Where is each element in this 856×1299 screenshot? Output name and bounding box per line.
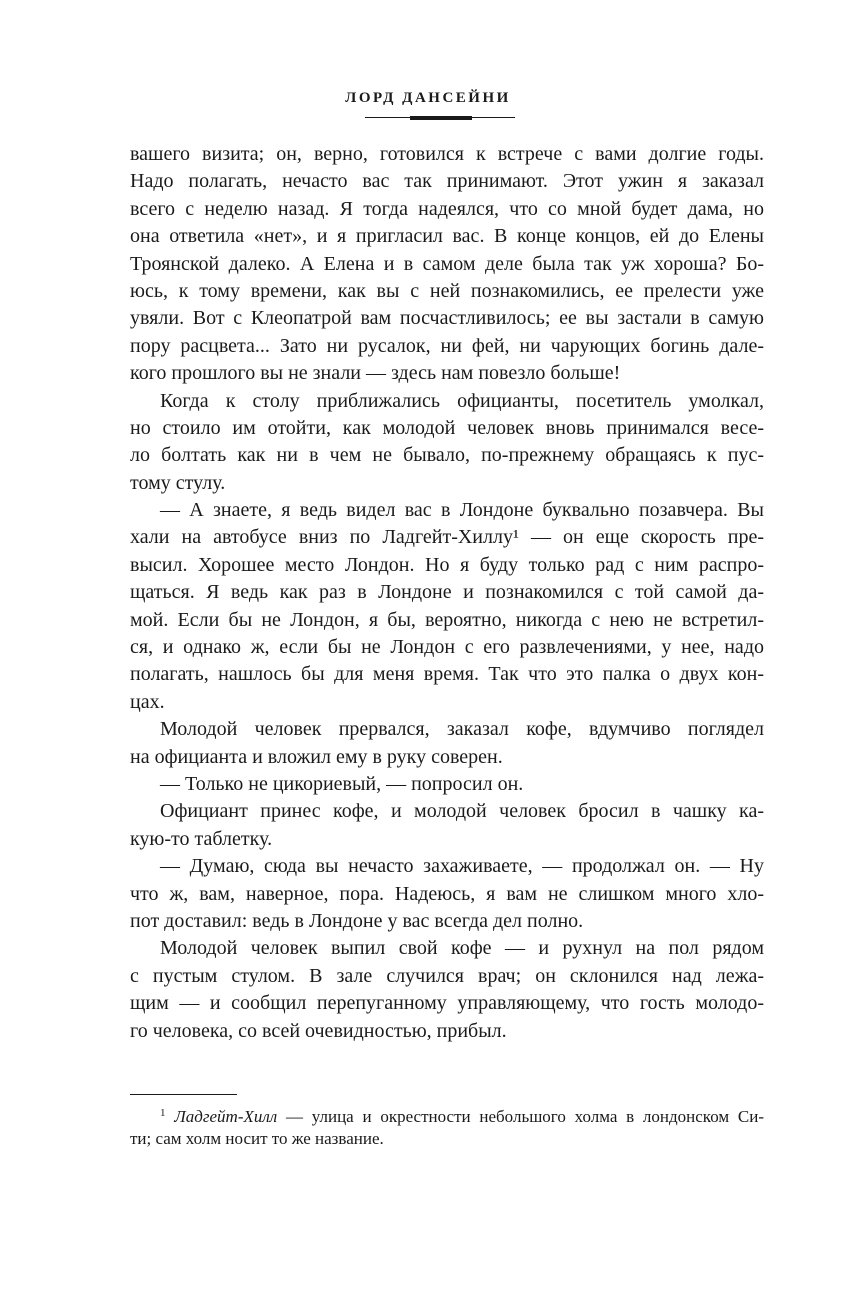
footnote-line: ти; сам холм носит то же название. (130, 1129, 384, 1148)
text-line: Надо полагать, нечасто вас так принимают. Этот ужин я заказал (130, 170, 764, 193)
text-line: цах. (130, 690, 165, 713)
text-line: что ж, вам, наверное, пора. Надеюсь, я вам не слишком много хло- (130, 882, 764, 905)
text-line: всего с неделю назад. Я тогда надеялся, что со мной будет дама, но (130, 197, 764, 220)
text-line: Официант принес кофе, и молодой человек бросил в чашку ка- (160, 800, 764, 823)
paragraph (130, 798, 764, 853)
text-line: на официанта и вложил ему в руку соверен. (130, 745, 503, 768)
text-line: с пустым стулом. В зале случился врач; он склонился над лежа- (130, 964, 764, 987)
running-head: ЛОРД ДАНСЕЙНИ (345, 90, 511, 106)
text-line: вашего визита; он, верно, готовился к встрече с вами долгие годы. (130, 143, 764, 165)
footnote-line (130, 1100, 764, 1126)
text-line: — Думаю, сюда вы нечасто захаживаете, — продолжал он. — Ну (160, 855, 764, 878)
text-line: но стоило им отойти, как молодой человек вновь принимался весе- (130, 416, 764, 439)
footnote-marker: 1 (160, 1107, 166, 1119)
text-line: Когда к столу приближались официанты, посетитель умолкал, (160, 389, 764, 412)
text-line: юсь, к тому времени, как вы с ней познакомились, ее прелести уже (130, 279, 764, 302)
footnote-text: — улица и окрестности небольшого холма в лондонском Си- (277, 1107, 764, 1126)
text-line: пот доставил: ведь в Лондоне у вас всегда дел полно. (130, 909, 584, 932)
text-line: ло болтать как ни в чем не бывало, по-прежнему обращаясь к пус- (130, 444, 764, 467)
text-line: она ответила «нет», и я пригласил вас. В конце концов, ей до Елены (130, 225, 764, 248)
footnote (130, 1100, 764, 1152)
header-rule-ornament (410, 116, 472, 120)
paragraph (130, 716, 764, 771)
paragraph (130, 771, 764, 798)
text-line: Молодой человек прервался, заказал кофе, вдумчиво поглядел (160, 718, 764, 741)
text-line: высил. Хорошее место Лондон. Но я буду только рад с ним распро- (130, 553, 764, 576)
footnote-term: Ладгейт-Хилл (174, 1107, 278, 1126)
text-line: пору расцвета... Зато ни русалок, ни фей, ни чарующих богинь дале- (130, 334, 764, 357)
text-line: увяли. Вот с Клеопатрой вам посчастливилось; ее вы застали в самую (130, 307, 764, 330)
text-line: полагать, нашлось бы для меня время. Так что это палка о двух кон- (130, 663, 764, 686)
text-line: го человека, со всей очевидностью, прибыл. (130, 1019, 507, 1042)
body-text (130, 141, 764, 1045)
text-line: мой. Если бы не Лондон, я бы, вероятно, никогда с нею не встретил- (130, 608, 764, 631)
text-line: щаться. Я ведь как раз в Лондоне и познакомился с той самой да- (130, 581, 764, 604)
text-line: хали на автобусе вниз по Ладгейт-Хиллу¹ — он еще скорость пре- (130, 526, 764, 549)
text-line: — А знаете, я ведь видел вас в Лондоне буквально позавчера. Вы (160, 499, 764, 522)
paragraph (130, 141, 764, 388)
text-line: щим — и сообщил перепуганному управляющему, что гость молодо- (130, 992, 764, 1015)
text-line: кую-то таблетку. (130, 827, 273, 850)
footnote-rule (130, 1094, 237, 1095)
paragraph (130, 853, 764, 935)
text-line: ся, и однако ж, если бы не Лондон с его развлечениями, у нее, надо (130, 636, 764, 659)
paragraph (130, 497, 764, 716)
text-line: Молодой человек выпил свой кофе — и рухнул на пол рядом (160, 937, 764, 960)
text-line: кого прошлого вы не знали — здесь нам повезло больше! (130, 362, 621, 385)
text-line: Троянской далеко. А Елена и в самом деле была так уж хороша? Бо- (130, 252, 764, 275)
text-line: — Только не цикориевый, — попросил он. (160, 772, 524, 795)
paragraph (130, 935, 764, 1045)
text-line: тому стулу. (130, 471, 226, 494)
paragraph (130, 388, 764, 498)
